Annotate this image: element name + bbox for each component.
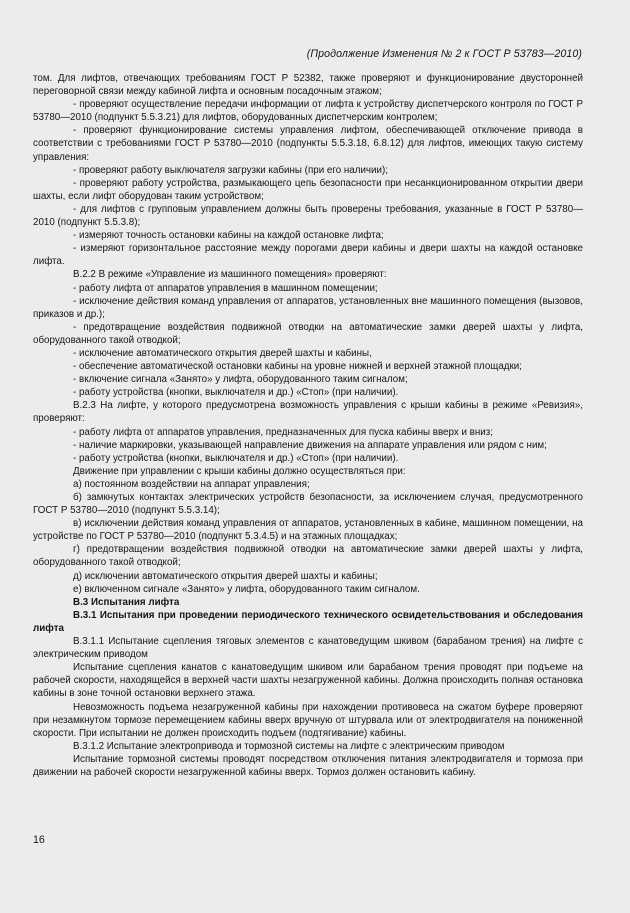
section-heading: В.3.1 Испытания при проведении периодического технического освидетельствования и обследования лифта: [33, 609, 583, 634]
paragraph: В.2.2 В режиме «Управление из машинного помещения» проверяют:: [73, 269, 387, 281]
paragraph: - проверяют осуществление передачи информации от лифта к устройству диспетчерского контроля по ГОСТ Р 53780—2010 (подпункт 5.5.3.21) для лифтов, оборудованных диспетчерским контролем;: [33, 99, 583, 124]
paragraph: Невозможность подъема незагруженной кабины при нахождении противовеса на сжатом буфере проверяют при незамкнутом тормозе перемещением кабины вверх вручную от штурвала или от электродвигателя на пониженной скорости. При испытании не должен происходить подъем (подтягивание) кабины.: [33, 701, 583, 739]
paragraph: е) включенном сигнале «Занято» у лифта, оборудованного таким сигналом.: [73, 583, 420, 595]
paragraph: - наличие маркировки, указывающей направление движения на аппарате управления или рядом с ним;: [73, 439, 547, 451]
paragraph: - проверяют функционирование системы управления лифтом, обеспечивающей отключение привода в соответствии с требованиями ГОСТ Р 53780—2010 (подпункты 5.5.3.18, 6.8.12) для лифтов, имеющих такую систему управления:: [33, 125, 583, 163]
paragraph: а) постоянном воздействии на аппарат управления;: [73, 478, 310, 490]
running-header: (Продолжение Изменения № 2 к ГОСТ Р 53783—2010): [306, 48, 582, 60]
paragraph: Испытание тормозной системы проводят посредством отключения питания электродвигателя и тормоза при движении на рабочей скорости незагруженной кабины вверх. Тормоз должен остановить кабину.: [33, 753, 583, 778]
paragraph: В.3.1.2 Испытание электропривода и тормозной системы на лифте с электрическим приводом: [73, 740, 505, 752]
paragraph: В.3.1.1 Испытание сцепления тяговых элементов с канатоведущим шкивом (барабаном трения) на лифте с электрическим приводом: [33, 636, 583, 661]
paragraph: - работу лифта от аппаратов управления в машинном помещении;: [73, 282, 378, 294]
paragraph: В.2.3 На лифте, у которого предусмотрена возможность управления с крыши кабины в режиме «Ревизия», проверяют:: [33, 400, 583, 425]
paragraph: - измеряют точность остановки кабины на каждой остановке лифта;: [73, 230, 384, 242]
paragraph: - для лифтов с групповым управлением должны быть проверены требования, указанные в ГОСТ Р 53780—2010 (подпункт 5.5.3.8);: [33, 203, 583, 229]
paragraph: - исключение действия команд управления от аппаратов, установленных вне машинного помещения (вызовов, приказов и др.);: [33, 295, 583, 320]
paragraph: д) исключении автоматического открытия дверей шахты и кабины;: [73, 570, 378, 582]
paragraph: - работу устройства (кнопки, выключателя и др.) «Стоп» (при наличии).: [73, 452, 399, 464]
paragraph: - работу устройства (кнопки, выключателя и др.) «Стоп» (при наличии).: [73, 387, 399, 399]
section-heading: В.3 Испытания лифта: [73, 596, 180, 608]
document-body: [33, 72, 583, 779]
paragraph: том. Для лифтов, отвечающих требованиям ГОСТ Р 52382, также проверяют и функционирование двусторонней переговорной связи между кабиной лифта и основным посадочным этажом;: [33, 73, 583, 98]
paragraph: - работу лифта от аппаратов управления, предназначенных для пуска кабины вверх и вниз;: [73, 426, 493, 438]
paragraph: - проверяют работу устройства, размыкающего цепь безопасности при несанкционированном открытии двери шахты, если лифт оборудован таким устройством;: [33, 177, 583, 202]
paragraph: - проверяют работу выключателя загрузки кабины (при его наличии);: [73, 164, 388, 176]
paragraph: Испытание сцепления канатов с канатоведущим шкивом или барабаном трения проводят при подъеме на рабочей скорости, находящейся в верхней части шахты незагруженной кабины. Должна происходить полная остановка кабины в зоне точной остановки верхнего этажа.: [33, 662, 583, 700]
page-number: 16: [33, 834, 45, 846]
paragraph: - исключение автоматического открытия дверей шахты и кабины,: [73, 347, 372, 359]
paragraph: Движение при управлении с крыши кабины должно осуществляться при:: [73, 465, 406, 477]
paragraph: б) замкнутых контактах электрических устройств безопасности, за исключением случая, предусмотренного ГОСТ Р 53780—2010 (подпункт 5.5.3.14);: [33, 492, 583, 517]
paragraph: - предотвращение воздействия подвижной отводки на автоматические замки дверей шахты у лифта, оборудованного такой отводкой;: [33, 321, 583, 346]
paragraph: - обеспечение автоматической остановки кабины на уровне нижней и верхней этажной площадки;: [73, 361, 522, 373]
paragraph: в) исключении действия команд управления от аппаратов, установленных в кабине, машинном помещении, на устройстве по ГОСТ Р 53780—2010 (подпункт 5.3.4.5) и на этажных площадках;: [33, 518, 583, 543]
paragraph: г) предотвращении воздействия подвижной отводки на автоматические замки дверей шахты у лифта, оборудованного такой отводкой;: [33, 544, 583, 569]
paragraph: - измеряют горизонтальное расстояние между порогами двери кабины и двери шахты на каждой остановке лифта.: [33, 243, 583, 268]
paragraph: - включение сигнала «Занято» у лифта, оборудованного таким сигналом;: [73, 374, 408, 386]
